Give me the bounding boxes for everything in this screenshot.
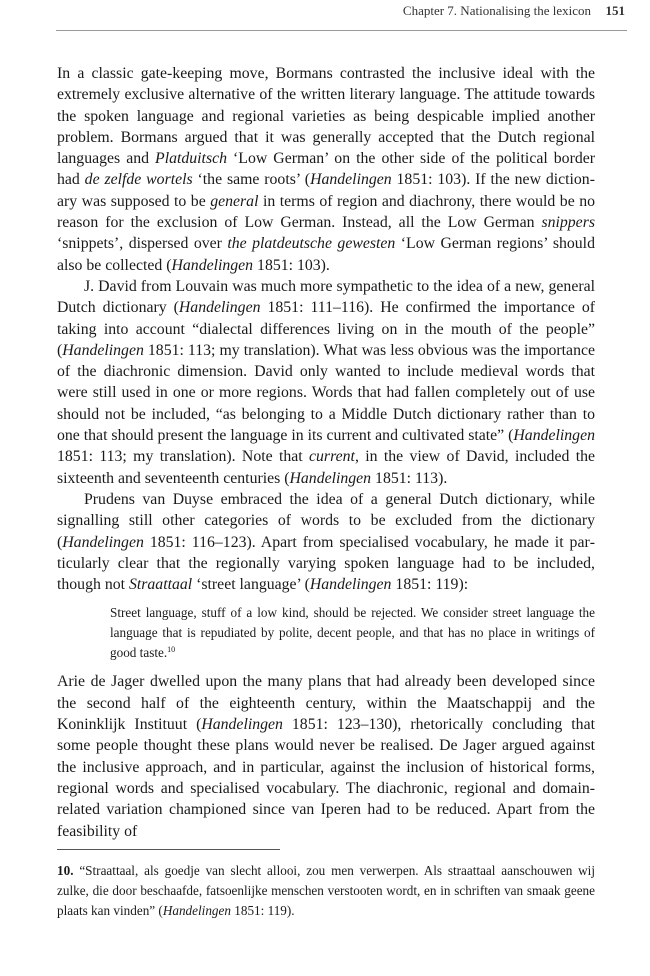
footnote-text: “Straattaal, als goedje van slecht allooi, zou men verwerpen. Als straattaal aanschouwen wij zulke, die door beschaafde, fatsoenlijke menschen verstooten wordt, en in schriften van smaak geene plaats kan vinden” (Handelingen 1851: 119).: [57, 863, 596, 918]
running-header: [56, 0, 627, 31]
paragraph: J. David from Louvain was much more sympathetic to the idea of a new, general Dutch dictionary (Handelingen 1851: 111–116). He confirmed the importance of taking into account “dialectal differences living on in the mouth of the people” (Handelingen 1851: 113; my translation). What was less obvious was the importance of the diachronic dimension. David only wanted to include medieval words that were still used in one or more regions. Words that had fallen completely out of use should not be included, “as belonging to a Middle Dutch dictionary rather than to one that should present the language in its current and cultivated state” (Handelingen 1851: 113; my translation). Note that current, in the view of David, included the sixteenth and seventeenth centuries (Handelingen 1851: 113).: [57, 277, 595, 487]
italic-term: Handelingen: [62, 533, 144, 551]
italic-term: Handelingen: [513, 427, 595, 445]
italic-term: Handelingen: [201, 716, 283, 734]
italic-term: general: [210, 192, 259, 210]
italic-term: Straattaal: [128, 576, 193, 594]
footnote: [57, 861, 595, 921]
block-quote-text: Street language, stuff of a low kind, should be rejected. We consider street language the language that is repudiated by polite, decent people, and that has no place in writings of good taste.: [110, 605, 595, 661]
block-quote: [110, 603, 595, 663]
paragraph: Arie de Jager dwelled upon the many plans that had already been developed since the second half of the eighteenth century, within the Maatschappij and the Koninklijk Instituut (Handelingen 1851: 123–130), rhetorically concluding that some people thought these plans would never be realised. De Jager argued against the inclusive approach, and in particular, against the inclusion of historical forms, regional words and specialised vocabulary. The diachronic, regional and domain-related variation championed since van Iperen had to be reduced. Apart from the feasibility of: [57, 673, 595, 840]
paragraph: In a classic gate-keeping move, Bormans contrasted the inclusive ideal with the extremely exclusive alternative of the written literary language. The attitude towards the spoken language and regional varieties as being despicable implied another problem. Bormans argued that it was generally accepted that the Dutch regional languages and Platduitsch ‘Low German’ on the other side of the political border had de zelfde wortels ‘the same roots’ (Handelingen 1851: 103). If the new dictionary was supposed to be general in terms of region and diachrony, there would be no reason for the exclusion of Low German. Instead, all the Low German snippers ‘snippets’, dispersed over the platdeutsche gewesten ‘Low German regions’ should also be collected (Handelingen 1851: 103).: [57, 65, 595, 274]
italic-term: Handelingen: [178, 299, 261, 317]
italic-term: Handelingen: [171, 256, 254, 274]
italic-term: Handelingen: [309, 576, 392, 594]
italic-term: de zelfde wortels: [84, 171, 193, 189]
main-text: [57, 63, 595, 842]
italic-term: Platduitsch: [155, 150, 228, 168]
page-number: 151: [605, 3, 625, 18]
italic-term: Handelingen: [310, 171, 392, 189]
footnote-number: 10.: [57, 863, 74, 878]
italic-term: snippers: [541, 214, 595, 232]
paragraph: Prudens van Duyse embraced the idea of a general Dutch dictionary, while signalling still other categories of words to be excluded from the dictionary (Handelingen 1851: 116–123). Apart from specialised vocabulary, he made it particularly clear that the regionally varying spoken language had to be included, though not Straattaal ‘street language’ (Handelingen 1851: 119):: [57, 490, 595, 594]
italic-term: Handelingen: [289, 469, 372, 487]
italic-term: Handelingen: [62, 341, 144, 359]
chapter-title: Chapter 7. Nationalising the lexicon: [402, 3, 591, 18]
footnote-reference[interactable]: 10: [167, 645, 176, 655]
italic-term: current: [309, 448, 355, 466]
italic-term: the platdeutsche gewesten: [227, 235, 396, 253]
italic-term: Handelingen: [162, 903, 231, 918]
footnote-divider: [57, 849, 280, 850]
